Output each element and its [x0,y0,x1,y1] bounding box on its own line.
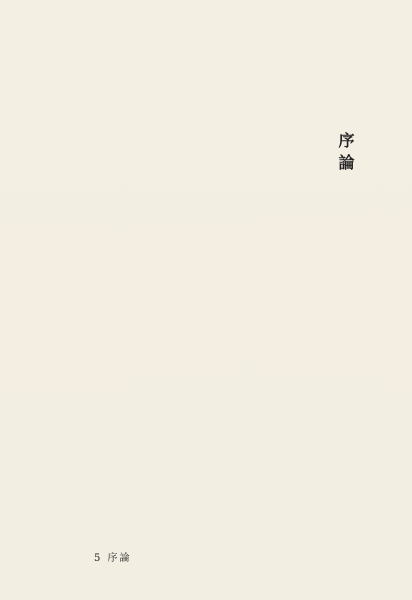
text-column [80,60,95,274]
text-column [288,60,303,274]
text-column [160,297,175,511]
text-column [352,60,367,274]
text-column [288,297,303,511]
text-column [64,297,79,511]
text-column [144,60,159,274]
bottom-text-block [52,297,368,511]
text-column [240,60,255,274]
text-column [144,297,159,511]
text-column [80,297,95,511]
top-text-block [52,60,368,274]
text-column [240,297,255,511]
text-column [256,60,271,274]
text-column [224,60,239,274]
text-column [96,60,111,274]
text-column [320,60,335,274]
text-column [208,60,223,274]
text-column [176,297,191,511]
text-column [112,297,127,511]
text-column [208,297,223,511]
text-column [112,60,127,274]
text-column [272,60,287,274]
section-title: 序論 [336,132,355,176]
page-footer: 5 序論 [94,553,132,564]
text-column [48,297,63,511]
text-column [336,297,351,511]
text-column [304,60,319,274]
text-column [304,297,319,511]
text-column [320,297,335,511]
text-column [336,60,351,274]
text-column [96,297,111,511]
text-column [352,297,367,511]
text-column [256,297,271,511]
text-column [224,297,239,511]
text-column [192,297,207,511]
text-column [128,60,143,274]
text-column [192,60,207,274]
text-column [128,297,143,511]
text-column [272,297,287,511]
text-column [160,60,175,274]
text-column [176,60,191,274]
